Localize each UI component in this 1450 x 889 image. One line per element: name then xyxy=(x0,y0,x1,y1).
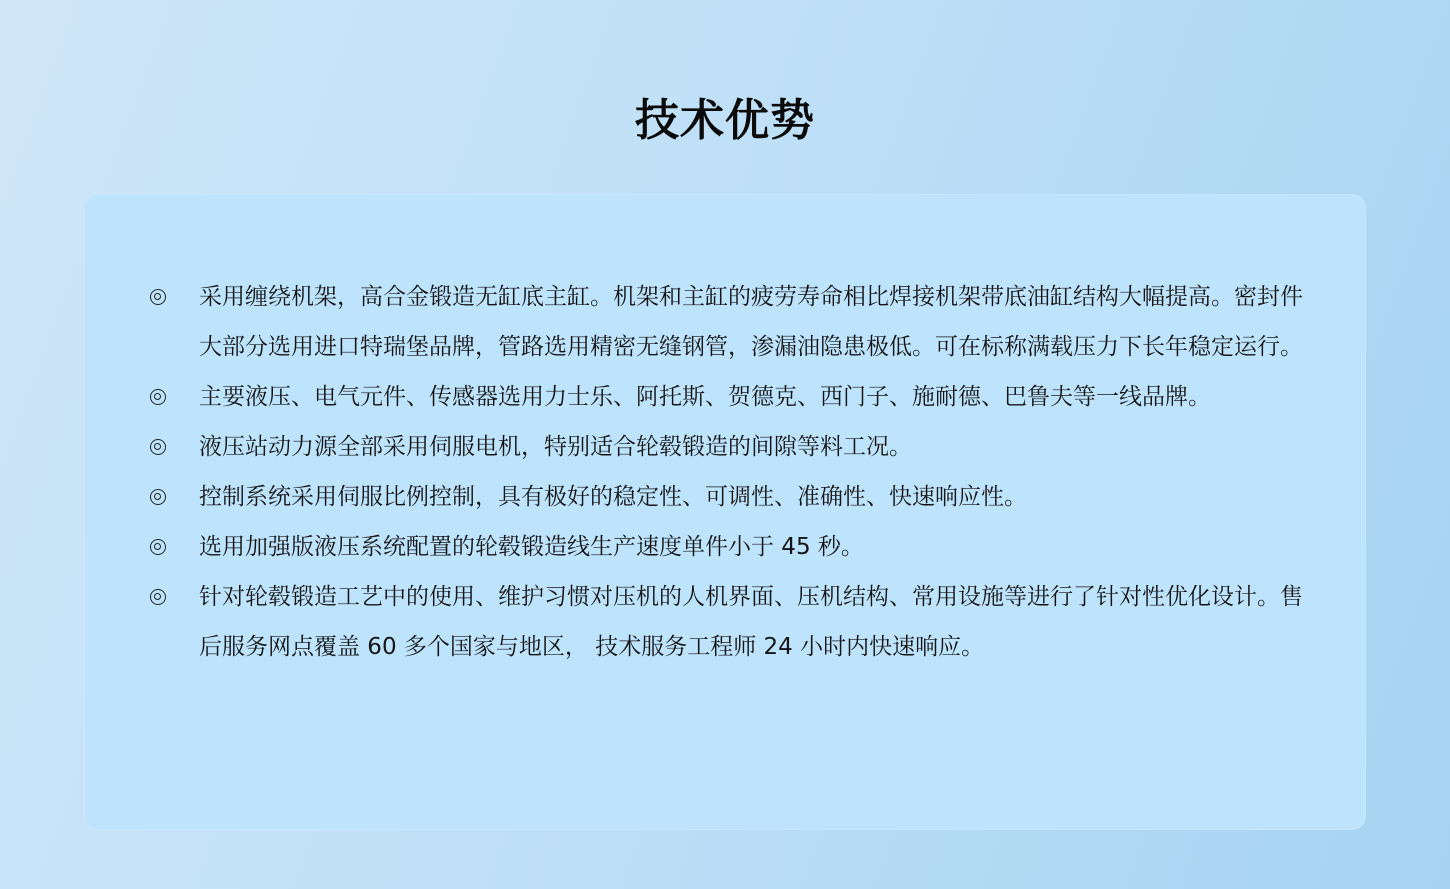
double-circle-icon xyxy=(147,572,169,622)
page-title: 技术优势 xyxy=(635,95,815,147)
list-item-text: 主要液压、电气元件、传感器选用力士乐、阿托斯、贺德克、西门子、施耐德、巴鲁夫等一线品牌。 xyxy=(199,384,1211,410)
advantages-panel xyxy=(84,194,1366,830)
list-item-text: 选用加强版液压系统配置的轮毂锻造线生产速度单件小于 45 秒。 xyxy=(199,534,864,560)
advantages-list xyxy=(147,272,1307,672)
list-item-text: 采用缠绕机架，高合金锻造无缸底主缸。机架和主缸的疲劳寿命相比焊接机架带底油缸结构大幅提高。密封件大部分选用进口特瑞堡品牌，管路选用精密无缝钢管，渗漏油隐患极低。可在标称满载压力下长年稳定运行。 xyxy=(199,284,1303,360)
list-item xyxy=(147,572,1307,672)
list-item xyxy=(147,472,1307,522)
list-item xyxy=(147,522,1307,572)
double-circle-icon xyxy=(147,372,169,422)
list-item-text: 针对轮毂锻造工艺中的使用、维护习惯对压机的人机界面、压机结构、常用设施等进行了针对性优化设计。售后服务网点覆盖 60 多个国家与地区， 技术服务工程师 24 小时内快速响应。 xyxy=(199,584,1303,660)
list-item xyxy=(147,422,1307,472)
double-circle-icon xyxy=(147,422,169,472)
list-item xyxy=(147,372,1307,422)
double-circle-icon xyxy=(147,472,169,522)
double-circle-icon xyxy=(147,272,169,322)
double-circle-icon xyxy=(147,522,169,572)
list-item xyxy=(147,272,1307,372)
list-item-text: 控制系统采用伺服比例控制，具有极好的稳定性、可调性、准确性、快速响应性。 xyxy=(199,484,1027,510)
list-item-text: 液压站动力源全部采用伺服电机，特别适合轮毂锻造的间隙等料工况。 xyxy=(199,434,912,460)
